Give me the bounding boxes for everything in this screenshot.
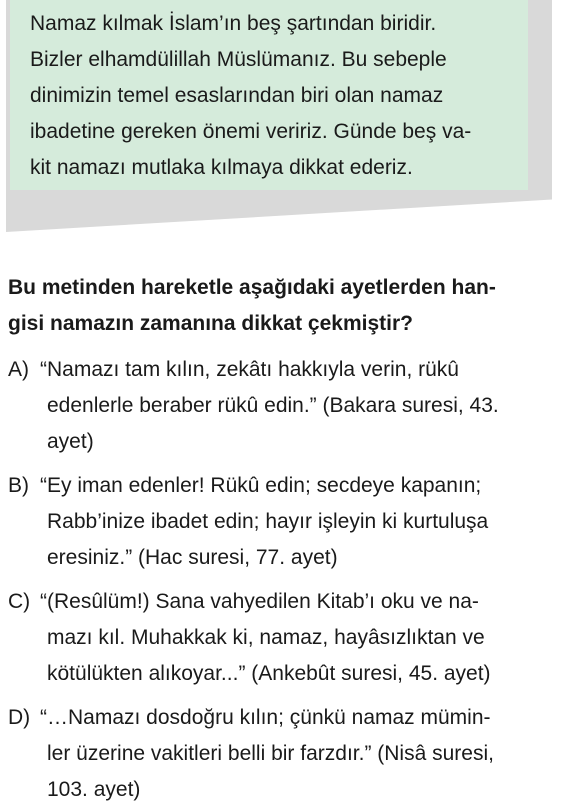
answer-options: [8, 352, 564, 808]
option-line: “Namazı tam kılın, zekâtı hakkıyla verin, rükû: [40, 358, 459, 381]
option-line: 103. ayet): [47, 778, 141, 801]
option-letter: A): [8, 358, 29, 381]
option-line: eresiniz.” (Hac suresi, 77. ayet): [47, 546, 338, 569]
option-line: edenlerle beraber rükû edin.” (Bakara suresi, 43.: [47, 394, 499, 417]
passage-line: dinimizin temel esaslarından biri olan namaz: [30, 84, 444, 107]
option-c[interactable]: [8, 584, 564, 692]
passage-line: Bizler elhamdülillah Müslümanız. Bu sebeple: [30, 48, 447, 71]
passage-note: [10, 0, 528, 190]
option-line: kötülükten alıkoyar...” (Ankebût suresi, 45. ayet): [47, 662, 491, 685]
option-letter: D): [8, 706, 31, 729]
option-line: mazı kıl. Muhakkak ki, namaz, hayâsızlıktan ve: [47, 626, 485, 649]
option-d[interactable]: [8, 700, 564, 808]
question-stem: [8, 270, 562, 342]
option-letter: B): [8, 474, 29, 497]
passage-line: ibadetine gereken önemi veririz. Günde beş va-: [30, 120, 472, 143]
passage-line: kit namazı mutlaka kılmaya dikkat ederiz.: [30, 156, 413, 179]
option-line: ler üzerine vakitleri belli bir farzdır.” (Nisâ suresi,: [47, 742, 494, 765]
question-line: Bu metinden hareketle aşağıdaki ayetlerden han-: [8, 276, 496, 299]
option-a[interactable]: [8, 352, 564, 460]
option-line: Rabb’inize ibadet edin; hayır işleyin ki kurtuluşa: [47, 510, 489, 533]
option-b[interactable]: [8, 468, 564, 576]
question-line: gisi namazın zamanına dikkat çekmiştir?: [8, 312, 413, 335]
option-line: “(Resûlüm!) Sana vahyedilen Kitab’ı oku ve na-: [40, 590, 479, 613]
option-line: “Ey iman edenler! Rükû edin; secdeye kapanın;: [40, 474, 482, 497]
reading-passage-box: [0, 0, 573, 236]
passage-line: Namaz kılmak İslam’ın beş şartından biridir.: [30, 12, 437, 35]
option-line: “…Namazı dosdoğru kılın; çünkü namaz mümin-: [40, 706, 491, 729]
option-line: ayet): [47, 430, 94, 453]
option-letter: C): [8, 590, 31, 613]
